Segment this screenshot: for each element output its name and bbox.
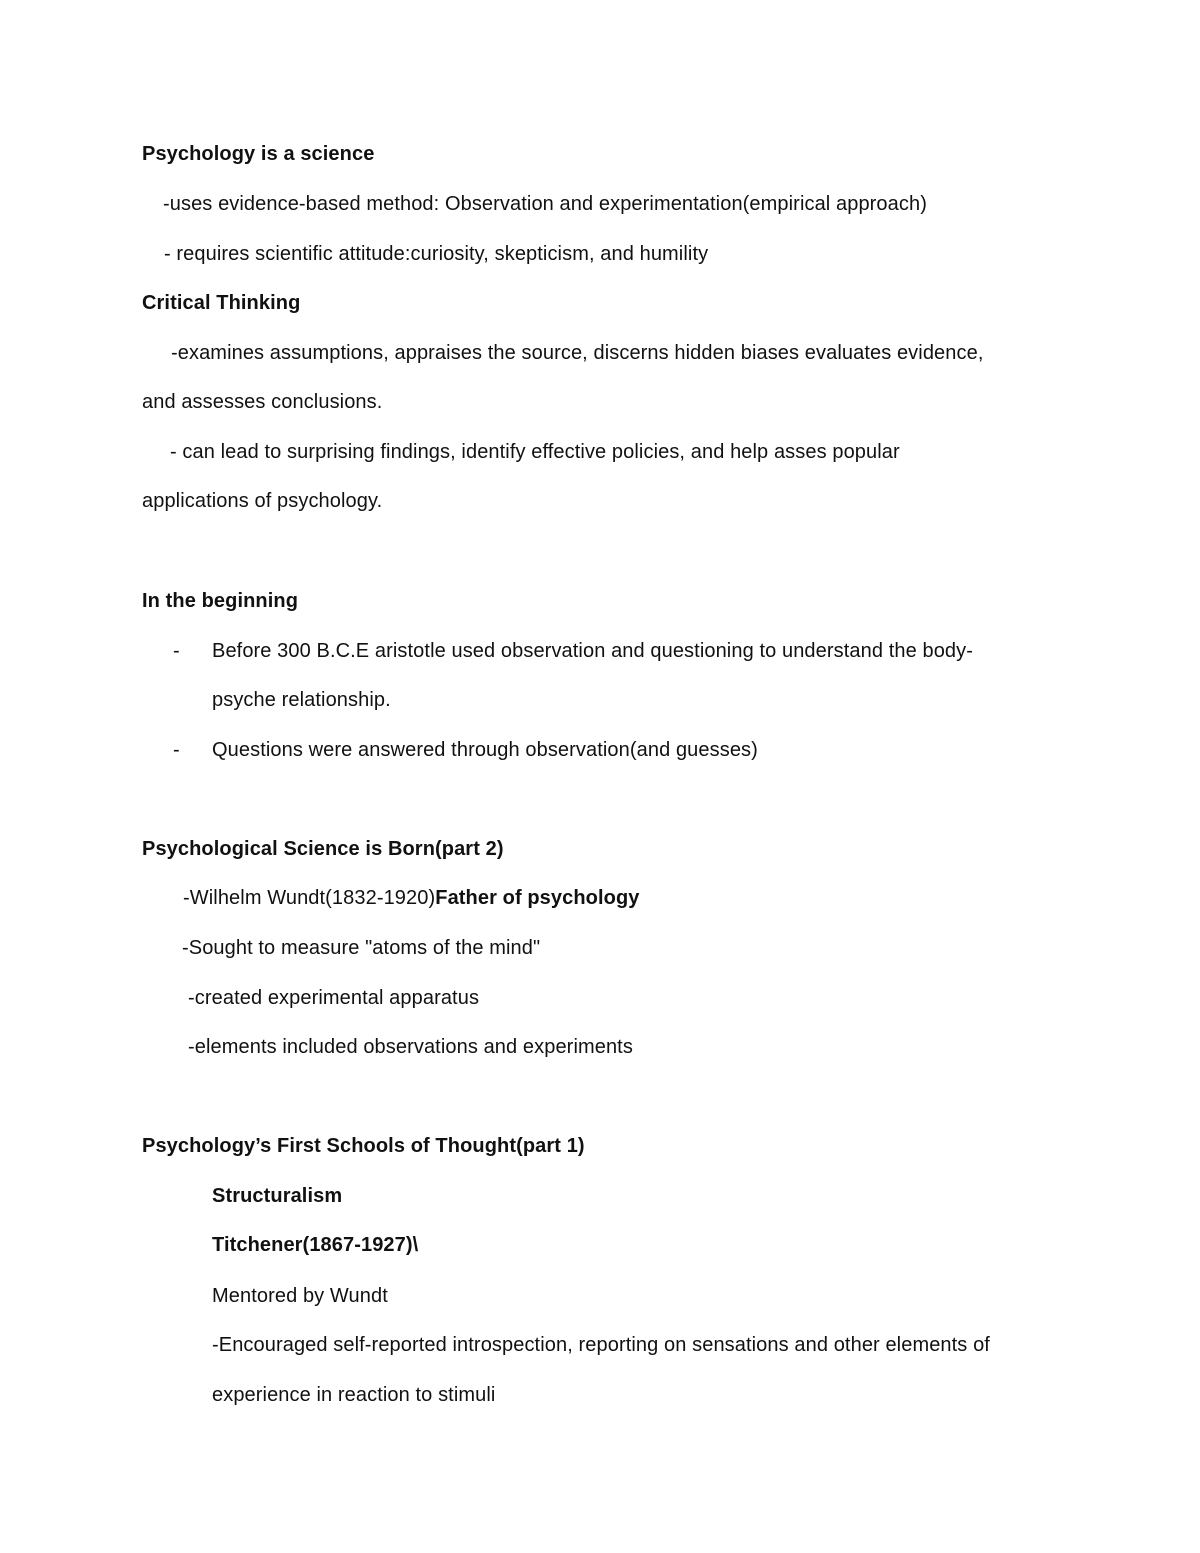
paragraph-line [183,886,640,910]
wundt-text: -Wilhelm Wundt(1832-1920) [183,887,436,909]
paragraph-line: -elements included observations and experiments [188,1036,633,1058]
list-item-line: psyche relationship. [212,689,391,711]
paragraph-line: - requires scientific attitude:curiosity, skepticism, and humility [164,243,709,265]
list-item-line: Questions were answered through observation(and guesses) [212,739,758,761]
paragraph-line: -created experimental apparatus [188,987,480,1009]
paragraph-line: and assesses conclusions. [142,391,383,413]
paragraph-line: -examines assumptions, appraises the source, discerns hidden biases evaluates evidence, [171,342,984,364]
list-item-line: Before 300 B.C.E aristotle used observation and questioning to understand the body- [212,640,974,662]
heading-critical-thinking: Critical Thinking [142,292,301,314]
paragraph-line: -Sought to measure "atoms of the mind" [182,937,541,959]
paragraph-line: Mentored by Wundt [212,1285,388,1307]
father-of-psychology-text: Father of psychology [435,887,640,909]
heading-psychology-is-a-science: Psychology is a science [142,143,375,165]
paragraph-line: - can lead to surprising findings, identify effective policies, and help asses popular [170,441,900,463]
paragraph-line: -Encouraged self-reported introspection, reporting on sensations and other elements of [212,1334,990,1356]
paragraph-line: -uses evidence-based method: Observation and experimentation(empirical approach) [163,193,927,215]
heading-in-the-beginning: In the beginning [142,590,299,612]
paragraph-line: experience in reaction to stimuli [212,1384,496,1406]
subheading-structuralism: Structuralism [212,1185,343,1207]
heading-first-schools-of-thought: Psychology’s First Schools of Thought(part 1) [142,1135,585,1157]
heading-psychological-science-is-born: Psychological Science is Born(part 2) [142,838,504,860]
list-bullet: - [173,739,180,761]
list-bullet: - [173,640,180,662]
subheading-titchener: Titchener(1867-1927)\ [212,1234,419,1256]
paragraph-line: applications of psychology. [142,490,383,512]
